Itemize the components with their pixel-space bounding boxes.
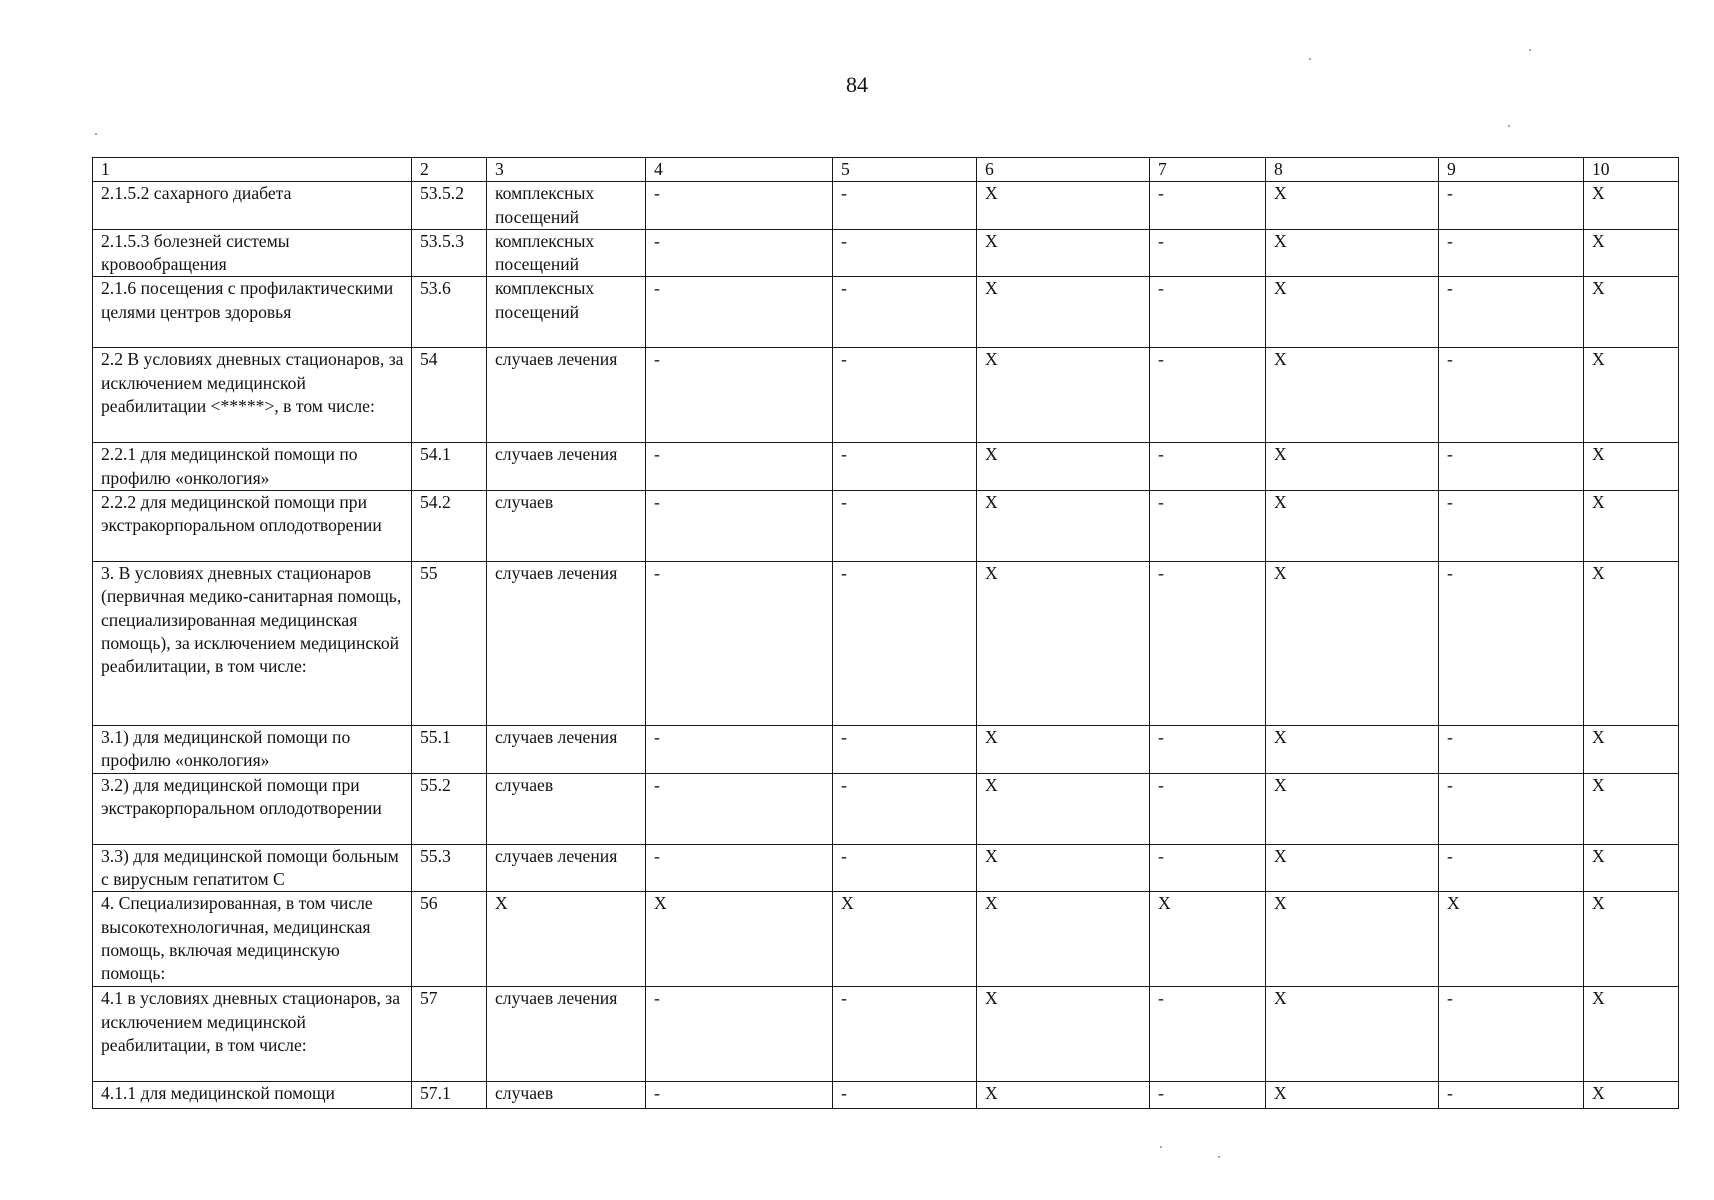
table-cell-col-7: - — [1150, 277, 1266, 348]
table-cell-col-2: 53.5.3 — [412, 229, 487, 277]
table-cell-col-5: - — [833, 348, 977, 443]
table-cell-col-8: X — [1266, 1082, 1439, 1109]
table-row — [93, 182, 1679, 230]
table-cell-col-9: - — [1439, 562, 1584, 726]
table-cell-col-3: случаев лечения — [487, 987, 646, 1082]
table-cell-col-1: 2.1.6 посещения с профилактическими целями центров здоровья — [93, 277, 412, 348]
table-cell-col-1: 2.1.5.2 сахарного диабета — [93, 182, 412, 230]
table-cell-col-4: - — [646, 348, 833, 443]
table-cell-col-1: 4.1.1 для медицинской помощи — [93, 1082, 412, 1109]
table-cell-col-6: X — [977, 277, 1150, 348]
table-cell-col-2: 57 — [412, 987, 487, 1082]
table-cell-col-10: X — [1584, 844, 1679, 892]
table-cell-col-2: 55.2 — [412, 773, 487, 844]
table-cell-col-3: комплексных посещений — [487, 277, 646, 348]
table-cell-col-5: - — [833, 773, 977, 844]
header-cell: 5 — [833, 158, 977, 182]
table-cell-col-6: X — [977, 443, 1150, 491]
table-cell-col-2: 54.1 — [412, 443, 487, 491]
header-cell: 8 — [1266, 158, 1439, 182]
table-cell-col-3: комплексных посещений — [487, 229, 646, 277]
data-table — [92, 157, 1679, 1109]
table-cell-col-5: X — [833, 892, 977, 987]
table-cell-col-3: случаев — [487, 773, 646, 844]
table-cell-col-10: X — [1584, 229, 1679, 277]
table-cell-col-2: 54.2 — [412, 491, 487, 562]
table-cell-col-4: X — [646, 892, 833, 987]
table-cell-col-7: - — [1150, 229, 1266, 277]
table-cell-col-5: - — [833, 443, 977, 491]
table-cell-col-9: - — [1439, 348, 1584, 443]
table-cell-col-9: X — [1439, 892, 1584, 987]
table-cell-col-7: X — [1150, 892, 1266, 987]
header-cell: 6 — [977, 158, 1150, 182]
table-cell-col-6: X — [977, 987, 1150, 1082]
scan-speck — [1529, 49, 1531, 51]
table-cell-col-1: 3.1) для медицинской помощи по профилю «онкология» — [93, 726, 412, 774]
table-cell-col-8: X — [1266, 348, 1439, 443]
table-cell-col-3: комплексных посещений — [487, 182, 646, 230]
table-cell-col-7: - — [1150, 443, 1266, 491]
table-cell-col-5: - — [833, 987, 977, 1082]
table-cell-col-4: - — [646, 773, 833, 844]
table-cell-col-4: - — [646, 726, 833, 774]
table-cell-col-4: - — [646, 443, 833, 491]
table-cell-col-9: - — [1439, 844, 1584, 892]
table-cell-col-9: - — [1439, 229, 1584, 277]
scan-speck — [1160, 1146, 1162, 1148]
scan-speck — [95, 133, 97, 135]
table-row — [93, 726, 1679, 774]
header-cell: 4 — [646, 158, 833, 182]
table-cell-col-2: 53.5.2 — [412, 182, 487, 230]
table-cell-col-8: X — [1266, 562, 1439, 726]
table-cell-col-2: 56 — [412, 892, 487, 987]
table-cell-col-2: 55 — [412, 562, 487, 726]
table-row — [93, 892, 1679, 987]
scan-speck — [1309, 58, 1311, 60]
table-cell-col-10: X — [1584, 277, 1679, 348]
table-cell-col-1: 2.2.2 для медицинской помощи при экстракорпоральном оплодотворении — [93, 491, 412, 562]
table-cell-col-1: 2.2 В условиях дневных стационаров, за исключением медицинской реабилитации <*****>, в том числе: — [93, 348, 412, 443]
table-cell-col-10: X — [1584, 726, 1679, 774]
table-cell-col-2: 55.3 — [412, 844, 487, 892]
table-cell-col-4: - — [646, 182, 833, 230]
table-cell-col-1: 2.2.1 для медицинской помощи по профилю «онкология» — [93, 443, 412, 491]
table-cell-col-9: - — [1439, 726, 1584, 774]
table-cell-col-10: X — [1584, 773, 1679, 844]
table-cell-col-7: - — [1150, 491, 1266, 562]
table-cell-col-7: - — [1150, 1082, 1266, 1109]
table-cell-col-10: X — [1584, 182, 1679, 230]
table-cell-col-1: 4. Специализированная, в том числе высокотехнологичная, медицинская помощь, включая медицинскую помощь: — [93, 892, 412, 987]
table-cell-col-4: - — [646, 491, 833, 562]
table-row — [93, 987, 1679, 1082]
table-cell-col-2: 55.1 — [412, 726, 487, 774]
table-row — [93, 229, 1679, 277]
table-cell-col-7: - — [1150, 182, 1266, 230]
table-cell-col-9: - — [1439, 182, 1584, 230]
table-cell-col-4: - — [646, 277, 833, 348]
table-row — [93, 562, 1679, 726]
table-cell-col-4: - — [646, 987, 833, 1082]
table-cell-col-7: - — [1150, 844, 1266, 892]
table-cell-col-3: случаев лечения — [487, 443, 646, 491]
table-row — [93, 277, 1679, 348]
table-cell-col-8: X — [1266, 277, 1439, 348]
scan-speck — [1508, 125, 1510, 127]
table-cell-col-8: X — [1266, 491, 1439, 562]
table-cell-col-5: - — [833, 182, 977, 230]
table-cell-col-5: - — [833, 491, 977, 562]
header-cell: 1 — [93, 158, 412, 182]
table-cell-col-1: 3.3) для медицинской помощи больным с вирусным гепатитом C — [93, 844, 412, 892]
table-cell-col-3: X — [487, 892, 646, 987]
table-cell-col-7: - — [1150, 348, 1266, 443]
table-cell-col-7: - — [1150, 726, 1266, 774]
table-cell-col-9: - — [1439, 773, 1584, 844]
header-cell: 7 — [1150, 158, 1266, 182]
table-cell-col-1: 2.1.5.3 болезней системы кровообращения — [93, 229, 412, 277]
table-cell-col-1: 3.2) для медицинской помощи при экстракорпоральном оплодотворении — [93, 773, 412, 844]
table-cell-col-3: случаев — [487, 491, 646, 562]
table-cell-col-10: X — [1584, 1082, 1679, 1109]
table-cell-col-4: - — [646, 229, 833, 277]
table-row — [93, 443, 1679, 491]
table-cell-col-9: - — [1439, 1082, 1584, 1109]
table-cell-col-4: - — [646, 562, 833, 726]
table-cell-col-9: - — [1439, 443, 1584, 491]
table-cell-col-8: X — [1266, 443, 1439, 491]
table-cell-col-2: 57.1 — [412, 1082, 487, 1109]
table-header-row — [93, 158, 1679, 182]
table-cell-col-8: X — [1266, 844, 1439, 892]
table-cell-col-1: 4.1 в условиях дневных стационаров, за исключением медицинской реабилитации, в том числе: — [93, 987, 412, 1082]
table-cell-col-8: X — [1266, 229, 1439, 277]
table-cell-col-10: X — [1584, 348, 1679, 443]
table-cell-col-2: 53.6 — [412, 277, 487, 348]
table-cell-col-4: - — [646, 844, 833, 892]
table-cell-col-6: X — [977, 491, 1150, 562]
table-cell-col-3: случаев лечения — [487, 844, 646, 892]
table-cell-col-6: X — [977, 892, 1150, 987]
table-cell-col-8: X — [1266, 182, 1439, 230]
table-cell-col-10: X — [1584, 892, 1679, 987]
table-cell-col-2: 54 — [412, 348, 487, 443]
table-cell-col-1: 3. В условиях дневных стационаров (первичная медико-санитарная помощь, специализированная медицинская помощь), за исключением медицинской реабилитации, в том числе: — [93, 562, 412, 726]
header-cell: 3 — [487, 158, 646, 182]
scan-speck — [1218, 1156, 1220, 1158]
table-cell-col-8: X — [1266, 726, 1439, 774]
table-cell-col-3: случаев лечения — [487, 726, 646, 774]
table-cell-col-3: случаев лечения — [487, 348, 646, 443]
table-cell-col-3: случаев — [487, 1082, 646, 1109]
table-cell-col-7: - — [1150, 562, 1266, 726]
table-cell-col-8: X — [1266, 987, 1439, 1082]
table-cell-col-5: - — [833, 229, 977, 277]
table-cell-col-5: - — [833, 277, 977, 348]
table-cell-col-5: - — [833, 726, 977, 774]
table-cell-col-5: - — [833, 1082, 977, 1109]
table-cell-col-9: - — [1439, 491, 1584, 562]
table-cell-col-7: - — [1150, 987, 1266, 1082]
table-row — [93, 844, 1679, 892]
table-cell-col-6: X — [977, 773, 1150, 844]
table-cell-col-3: случаев лечения — [487, 562, 646, 726]
header-cell: 9 — [1439, 158, 1584, 182]
table-cell-col-6: X — [977, 844, 1150, 892]
table-cell-col-10: X — [1584, 562, 1679, 726]
table-cell-col-6: X — [977, 348, 1150, 443]
table-row — [93, 773, 1679, 844]
table-row — [93, 491, 1679, 562]
header-cell: 2 — [412, 158, 487, 182]
table-row — [93, 1082, 1679, 1109]
table-cell-col-6: X — [977, 229, 1150, 277]
header-cell: 10 — [1584, 158, 1679, 182]
page-number: 84 — [846, 72, 868, 97]
table-cell-col-8: X — [1266, 892, 1439, 987]
table-row — [93, 348, 1679, 443]
table-cell-col-10: X — [1584, 987, 1679, 1082]
table-cell-col-8: X — [1266, 773, 1439, 844]
table-cell-col-10: X — [1584, 491, 1679, 562]
table-cell-col-4: - — [646, 1082, 833, 1109]
table-cell-col-9: - — [1439, 277, 1584, 348]
table-cell-col-9: - — [1439, 987, 1584, 1082]
table-cell-col-6: X — [977, 726, 1150, 774]
table-cell-col-5: - — [833, 562, 977, 726]
table-cell-col-5: - — [833, 844, 977, 892]
table-cell-col-6: X — [977, 1082, 1150, 1109]
table-cell-col-10: X — [1584, 443, 1679, 491]
table-cell-col-6: X — [977, 182, 1150, 230]
table-cell-col-6: X — [977, 562, 1150, 726]
table-cell-col-7: - — [1150, 773, 1266, 844]
